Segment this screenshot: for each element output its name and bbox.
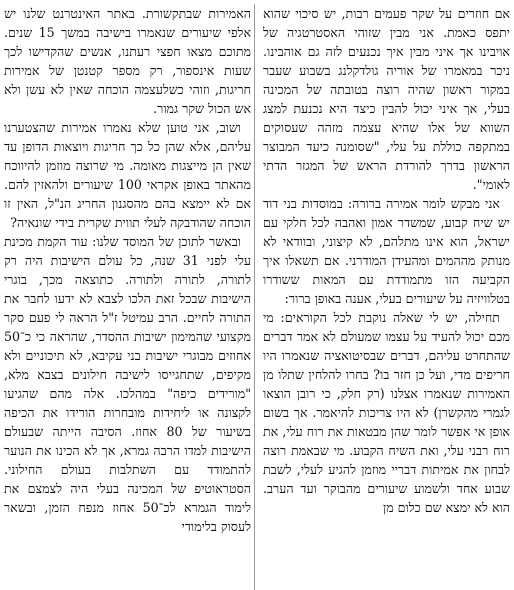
- article-paragraph: ושוב, אני טוען שלא נאמרו אמירות שהצטערנו עליהם, אלא שהן כל כך חריגות ויוצאות הדופן עד שאין הן מייצגות מאומה. מי שרוצה מוזמן להיווכח מהאתר באופן אקראי 100 שיעורים ולהאזין להם. אם לא יימצא בהם מהסגנון החריג הנ"ל, האין זו הוכחה שהודבקה לעלי תווית שקרית בידי שונאיה?: [4, 120, 251, 230]
- article-paragraph: האמירות שבתקשורת. באתר האינטרנט שלנו יש אלפי שיעורים שנאמרו בישיבה במשך 15 שנים. מתוכם מצאו חפצי רעתנו, אנשים שהקדישו לכך שעות אינספור, רק מספר קטנטן של אמירות חריגות, וזוהי כשלעצמה הוכחה שאין לא עשן ולא אש הכול שקר גמור.: [4, 6, 251, 116]
- article-paragraph: תחילה, יש לי שאלה נוקבת לכל הקוראים: מי מכם יכול להעיד על עצמו שמעולם לא אמר דברים שהתחרט עליהם, דברים שבסיטואציה שנאמרו היו חריפים מדי, ועל כן חזר בו? בחרו להלחין שתלו מן האמירות שנאמרו אצלנו (רק חלק, כי רובן הוצאו לגמרי מהקשרן) לא היו צריכות להיאמר. אך בשום אופן אי אפשר לומר שהן מבטאות את רוח עלי, את רוח רבני עלי, ואת השיח הקבוע. מי שבאמת רוצה לבחון את אמיתות דבריי מוזמן להגיע לעלי, לשבת שבוע אחד ולשמוע שיעורים מהבוקר ועד הערב. הוא לא ימצא שם כלום מן: [262, 310, 510, 515]
- article-paragraph: אם חוזרים על שקר פעמים רבות, יש סיכוי שהוא יתפס כאמת. אני מבין שזוהי האסטרטגיה של אויבינו אך איני מבין איך נכנעים לזה גם אוהבינו. ניכר במאמרו של אוריה גולדקלנג בשבוע שעבר במקור ראשון שהיה רוצה בטובתה של המכינה בעלי, אך איני יכול להבין כיצד היא נכנעת למצג השווא של אלו שהיא עצמה מזהה שעסוקים במתקפה כוללת על עלי, "שסומנה כיעד המבוצר הראשון בדרך להורדת הראש של המגזר הדתי לאומי".: [262, 6, 510, 192]
- column-divider: [254, 4, 255, 590]
- article-column-right: [263, 4, 510, 590]
- article-column-left: [4, 4, 251, 590]
- article-paragraph: ובאשר לתוכן של המוסד שלנו: עוד הקמת מכינת עלי לפני 31 שנה, כל עולם הישיבות היה רק לתורה, לתורה ולתורה. כתוצאה מכך, בוגרי הישיבות שבכל זאת הלכו לצבא לא ידעו לחבר את התורה לחיים. הרב עמיטל ז"ל הראה לי פעם סקר מקצועי שהמימון ישיבות ההסדר, שהראה כי כ־50 אחוזים מבוגרי ישיבות בני עקיבא, לא תיכוניים ולא מקיפים, שתחגייסו לישיבה חילונים בצבא מלא, "מורידים כיפה" במהלכו. אלה מהם שהגיעו לקצונה או ליחידות מובחרות הורידו את הכיפה בשיעור של 80 אחוז. הסיבה הייתה שבעולם הישיבות למדו הרבה גמרא, אך לא הכינו את הנוער להתמודד עם השתלבות בעולם החילוני. הסטראוטיפ של המכינה בעלי היה לצמצם את לימוד הגמרא לכ־50 אחוז מנפח הזמן, ובשאר לעסוק בלימודי: [4, 234, 251, 534]
- article-paragraph: אני מבקש לומר אמירה ברורה: במוסדות בני דוד יש שיח קבוע, שמשדר אמון ואהבה לכל חלקי עם ישראל, הוא אינו מתלהם, לא קיצוני, ובוודאי לא מנותק מההמים ומהעידן המודרני. אם תשאלו איך הקביעה הזו מתמודדת עם המאות ששודרו בטלוויזיה על שיעורים בעלי, אענה באופן ברור:: [262, 196, 510, 306]
